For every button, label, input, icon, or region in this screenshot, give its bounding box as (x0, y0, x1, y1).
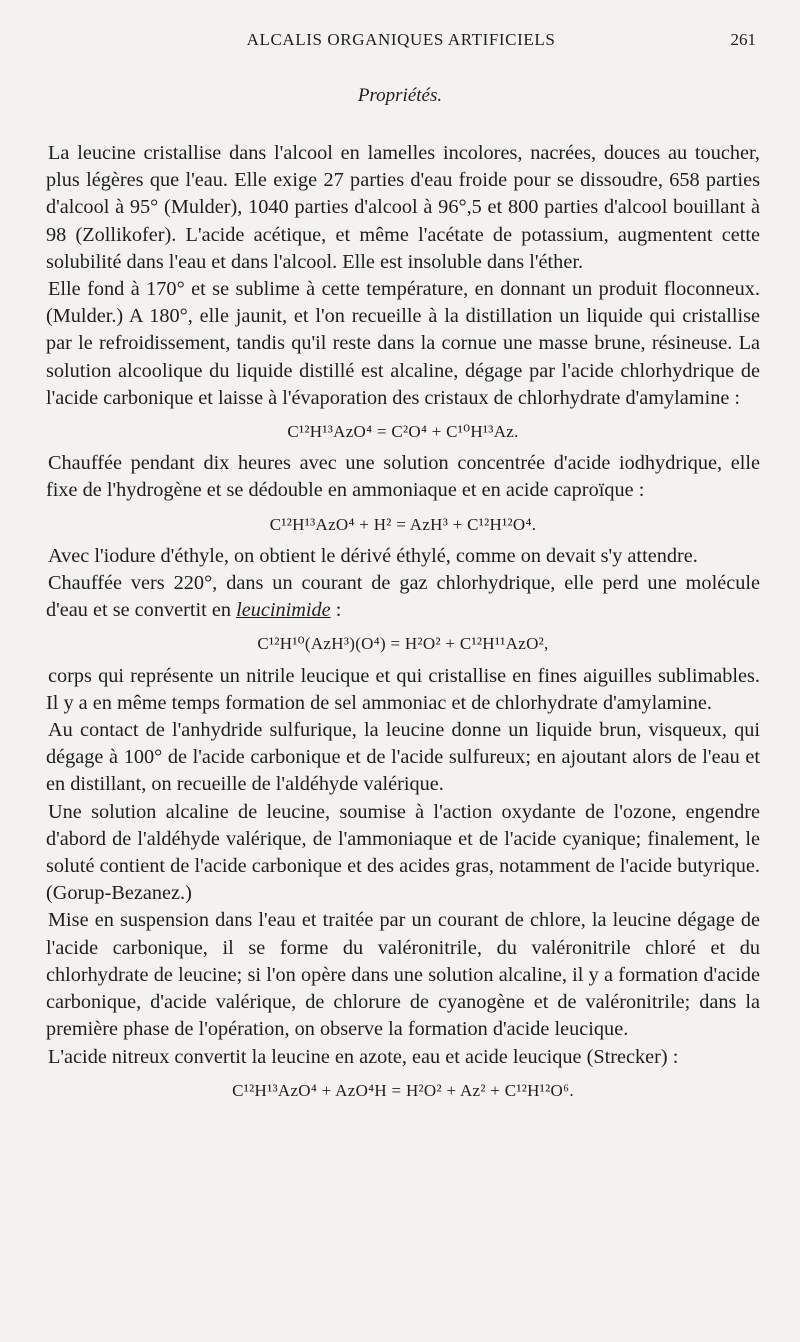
leucinimide-term: leucinimide (236, 599, 331, 622)
paragraph-sulfuric: Au contact de l'anhydride sulfurique, la leucine donne un liquide brun, visqueux, qui dégage à 100° de l'acide carbonique et de l'acide sulfureux; en ajoutant alors de l'eau et en distillant, on recueille de l'aldéhyde valérique. (46, 719, 760, 796)
formula-caproic: C¹²H¹³AzO⁴ + H² = AzH³ + C¹²H¹²O⁴. (269, 514, 537, 534)
paragraph-melting: Elle fond à 170° et se sublime à cette température, en donnant un produit floconneux. (Mulder.) A 180°, elle jaunit, et l'on recueille à la distillation un liquide qui cristallise par le refroidissement, tandis qu'il reste dans la cornue une masse brune, résineuse. La solution alcoolique du liquide distillé est alcaline, dégage par l'acide chlorhydrique de l'acide carbonique et laisse à l'évaporation des cristaux de chlorhydrate d'amylamine : (46, 278, 760, 409)
paragraph-iodhydric: Chauffée pendant dix heures avec une solution concentrée d'acide iodhydrique, elle fixe de l'hydrogène et se dédouble en ammoniaque et en acide caproïque : (46, 452, 760, 502)
running-title: ALCALIS ORGANIQUES ARTIFICIELS (246, 30, 556, 49)
paragraph-leucinimide (46, 570, 760, 624)
section-title: Propriétés. (357, 85, 443, 106)
paragraph-ozone: Une solution alcaline de leucine, soumise à l'action oxydante de l'ozone, engendre d'abord de l'aldéhyde valérique, de l'ammoniaque et de l'acide cyanique; finalement, le soluté contient de l'acide carbonique et des acides gras, notamment de l'acide butyrique. (Gorup-Bezanez.) (46, 800, 760, 905)
paragraph-nitrile: corps qui représente un nitrile leucique et qui cristallise en fines aiguilles sublimables. Il y a en même temps formation de sel ammoniac et de chlorhydrate d'amylamine. (46, 664, 760, 714)
paragraph-nitrous-acid: L'acide nitreux convertit la leucine en azote, eau et acide leucique (Strecker) : (48, 1045, 679, 1068)
formula-amylamine: C¹²H¹³AzO⁴ = C²O⁴ + C¹⁰H¹³Az. (287, 422, 519, 442)
formula-leucic-acid: C¹²H¹³AzO⁴ + AzO⁴H = H²O² + Az² + C¹²H¹²O⁶. (232, 1080, 574, 1100)
leucinimide-colon: : (330, 599, 342, 622)
formula-leucinimide: C¹²H¹⁰(AzH³)(O⁴) = H²O² + C¹²H¹¹AzO², (257, 634, 549, 654)
leucinimide-intro: Chauffée vers 220°, dans un courant de gaz chlorhydrique, elle perd une molécule d'eau et se convertit en (46, 572, 760, 622)
page-body (46, 140, 760, 1109)
paragraph-ethyl-iodide: Avec l'iodure d'éthyle, on obtient le dérivé éthylé, comme on devait s'y attendre. (48, 544, 698, 567)
paragraph-crystallization: La leucine cristallise dans l'alcool en lamelles incolores, nacrées, douces au toucher, plus légères que l'eau. Elle exige 27 parties d'eau froide pour se dissoudre, 658 parties d'alcool à 95° (Mulder), 1040 parties d'alcool à 96°,5 et 800 parties d'alcool bouillant à 98 (Zollikofer). L'acide acétique, et même l'acétate de potassium, augmentent cette solubilité dans l'eau et dans l'alcool. Elle est insoluble dans l'éther. (46, 142, 760, 273)
page-header (46, 30, 756, 56)
page-number: 261 (730, 30, 756, 49)
paragraph-chlorine: Mise en suspension dans l'eau et traitée par un courant de chlore, la leucine dégage de l'acide carbonique, il se forme du valéronitrile, du valéronitrile chloré et du chlorhydrate de leucine; si l'on opère dans une solution alcaline, il y a formation d'acide carbonique, d'acide valérique, de chlorure de cyanogène et de valéronitrile; dans la première phase de l'opération, on observe la formation d'acide leucique. (46, 909, 760, 1041)
